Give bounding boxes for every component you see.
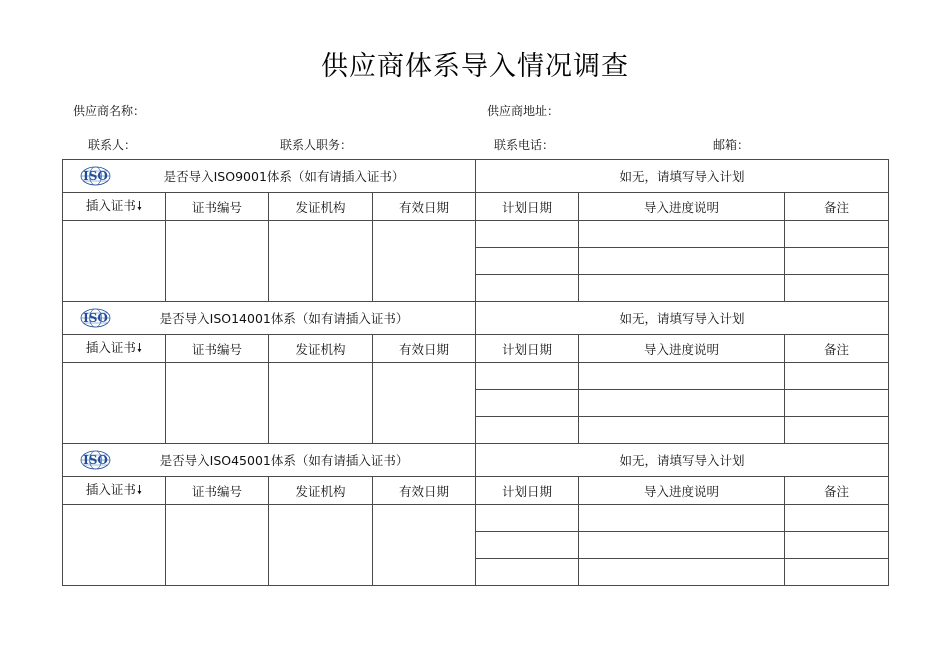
certificate-cell[interactable] — [269, 221, 373, 302]
column-header[interactable]: 插入证书🠗 — [63, 335, 166, 363]
section-title-left — [63, 160, 476, 193]
plan-cell[interactable] — [785, 275, 889, 302]
supplier-name-label: 供应商名称： — [73, 104, 146, 118]
column-header: 有效日期 — [373, 477, 476, 505]
column-header-row — [63, 477, 889, 505]
section-title-row — [63, 160, 889, 193]
column-header: 备注 — [785, 335, 889, 363]
column-header: 证书编号 — [166, 193, 269, 221]
plan-cell[interactable] — [579, 390, 785, 417]
plan-cell[interactable] — [785, 505, 889, 532]
certificate-cell[interactable] — [373, 363, 476, 444]
column-header: 证书编号 — [166, 335, 269, 363]
plan-cell[interactable] — [785, 221, 889, 248]
plan-cell[interactable] — [476, 221, 579, 248]
section-title-text: 是否导入ISO14001体系（如有请插入证书） — [159, 311, 409, 326]
plan-cell[interactable] — [785, 417, 889, 444]
plan-cell[interactable] — [579, 221, 785, 248]
plan-cell[interactable] — [579, 363, 785, 390]
plan-cell[interactable] — [476, 248, 579, 275]
column-header-row — [63, 335, 889, 363]
arrow-down-icon: 🠗 — [136, 482, 143, 497]
column-header: 计划日期 — [476, 335, 579, 363]
plan-cell[interactable] — [579, 559, 785, 586]
column-header: 计划日期 — [476, 193, 579, 221]
iso-logo-icon — [80, 308, 111, 328]
contact-label: 联系人： — [88, 138, 137, 152]
contact-title-label: 联系人职务： — [280, 138, 353, 152]
iso-logo-icon — [80, 166, 111, 186]
plan-cell[interactable] — [579, 532, 785, 559]
column-header: 发证机构 — [269, 477, 373, 505]
email-label: 邮箱： — [713, 138, 750, 152]
section-title-text: 是否导入ISO9001体系（如有请插入证书） — [163, 169, 405, 184]
certificate-cell[interactable] — [166, 363, 269, 444]
certificate-cell[interactable] — [166, 221, 269, 302]
certificate-cell[interactable] — [63, 221, 166, 302]
column-header: 有效日期 — [373, 335, 476, 363]
plan-cell[interactable] — [476, 390, 579, 417]
certificate-cell[interactable] — [166, 505, 269, 586]
plan-cell[interactable] — [785, 559, 889, 586]
phone-label: 联系电话： — [494, 138, 555, 152]
section-plan-title: 如无，请填写导入计划 — [476, 444, 889, 477]
section-title-row — [63, 444, 889, 477]
column-header: 发证机构 — [269, 193, 373, 221]
svg-text:ISO: ISO — [83, 311, 108, 325]
certificate-cell[interactable] — [373, 505, 476, 586]
arrow-down-icon: 🠗 — [136, 198, 143, 213]
column-header[interactable]: 插入证书🠗 — [63, 477, 166, 505]
column-header: 备注 — [785, 193, 889, 221]
section-title-left — [63, 302, 476, 335]
plan-cell[interactable] — [476, 532, 579, 559]
plan-cell[interactable] — [579, 505, 785, 532]
svg-text:ISO: ISO — [83, 169, 108, 183]
plan-cell[interactable] — [476, 275, 579, 302]
page-title: 供应商体系导入情况调查 — [321, 51, 629, 82]
section-title-text: 是否导入ISO45001体系（如有请插入证书） — [159, 453, 409, 468]
supplier-address-label: 供应商地址： — [487, 104, 560, 118]
table-row — [63, 505, 889, 532]
section-plan-title: 如无，请填写导入计划 — [476, 160, 889, 193]
plan-cell[interactable] — [785, 363, 889, 390]
plan-cell[interactable] — [476, 559, 579, 586]
column-header-row — [63, 193, 889, 221]
column-header: 有效日期 — [373, 193, 476, 221]
plan-cell[interactable] — [476, 363, 579, 390]
iso-logo-icon — [80, 450, 111, 470]
arrow-down-icon: 🠗 — [136, 340, 143, 355]
column-header: 证书编号 — [166, 477, 269, 505]
plan-cell[interactable] — [579, 275, 785, 302]
column-header: 计划日期 — [476, 477, 579, 505]
table-row — [63, 363, 889, 390]
section-plan-title: 如无，请填写导入计划 — [476, 302, 889, 335]
plan-cell[interactable] — [476, 417, 579, 444]
plan-cell[interactable] — [579, 248, 785, 275]
column-header: 导入进度说明 — [579, 335, 785, 363]
plan-cell[interactable] — [785, 390, 889, 417]
section-title-row — [63, 302, 889, 335]
plan-cell[interactable] — [579, 417, 785, 444]
certification-table — [62, 159, 889, 586]
certificate-cell[interactable] — [63, 505, 166, 586]
column-header: 备注 — [785, 477, 889, 505]
certificate-cell[interactable] — [373, 221, 476, 302]
column-header: 发证机构 — [269, 335, 373, 363]
certificate-cell[interactable] — [63, 363, 166, 444]
plan-cell[interactable] — [785, 532, 889, 559]
certificate-cell[interactable] — [269, 505, 373, 586]
table-row — [63, 221, 889, 248]
column-header: 导入进度说明 — [579, 477, 785, 505]
column-header[interactable]: 插入证书🠗 — [63, 193, 166, 221]
plan-cell[interactable] — [476, 505, 579, 532]
column-header: 导入进度说明 — [579, 193, 785, 221]
section-title-left — [63, 444, 476, 477]
svg-text:ISO: ISO — [83, 453, 108, 467]
certificate-cell[interactable] — [269, 363, 373, 444]
plan-cell[interactable] — [785, 248, 889, 275]
